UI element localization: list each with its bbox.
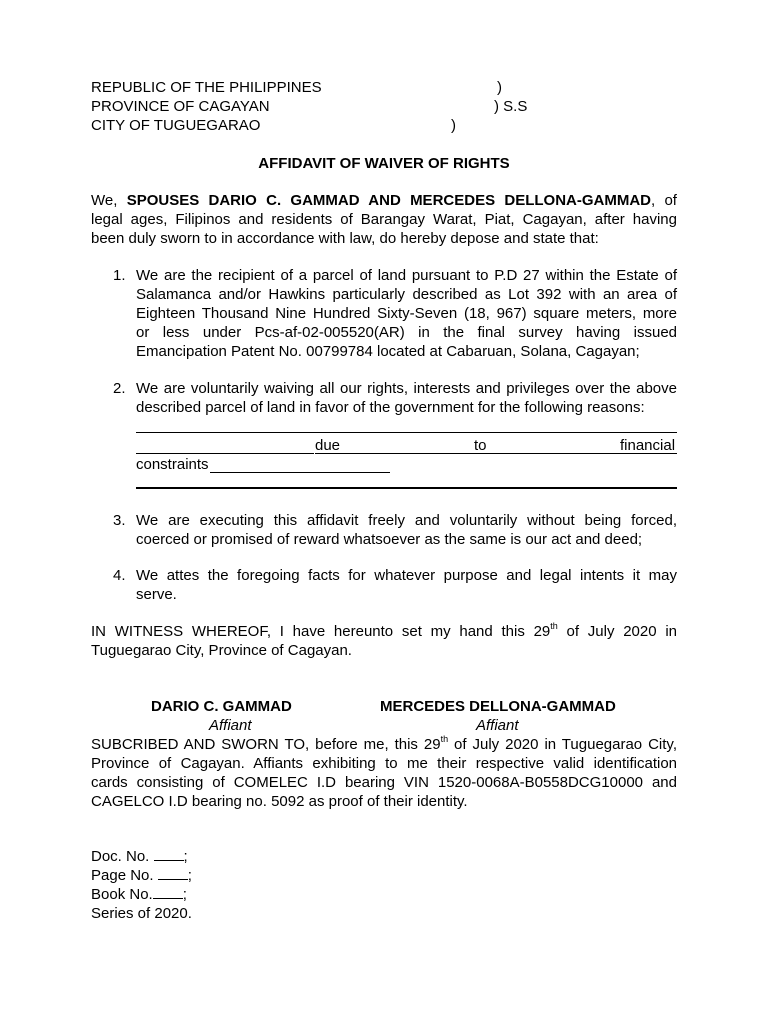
jurat-line-1 [91, 735, 677, 754]
item-4-number: 4. [113, 567, 126, 584]
item-1-line-1: We are the recipient of a parcel of land pursuant to P.D 27 within the Estate of [136, 267, 677, 284]
witness-line-1 [91, 622, 677, 641]
notary-page-no [91, 866, 192, 885]
jurat-sup: th [440, 734, 449, 744]
notary-book-no [91, 885, 187, 904]
item-1-line-5: Emancipation Patent No. 00799784 located at Cabaruan, Solana, Cagayan; [136, 343, 640, 360]
notary-book-blank [153, 886, 183, 899]
witness-text-a: IN WITNESS WHEREOF, I have hereunto set my hand this 29 [91, 623, 551, 640]
header-paren-3: ) [451, 117, 456, 134]
notary-book-suffix: ; [182, 886, 187, 903]
item-2-number: 2. [113, 380, 126, 397]
item-4-line-2: serve. [136, 586, 177, 603]
notary-page-label: Page No. [91, 867, 154, 884]
header-province: PROVINCE OF CAGAYAN [91, 98, 270, 115]
jurat-line-4: CAGELCO I.D bearing no. 5092 as proof of their identity. [91, 793, 468, 810]
item-2-line-2: described parcel of land in favor of the government for the following reasons: [136, 399, 645, 416]
item-1-number: 1. [113, 267, 126, 284]
reason-blank-line-1 [136, 432, 677, 433]
reason-blank-line-3 [210, 472, 390, 473]
reason-word-due: due [315, 437, 341, 454]
reason-blank-line-4 [136, 487, 677, 489]
signature-name-dario: DARIO C. GAMMAD [151, 698, 292, 715]
reason-word-to: to [474, 437, 487, 454]
item-3-line-2: coerced or promised of reward whatsoever as the same is our act and deed; [136, 531, 643, 548]
item-1-line-2: Salamanca and/or Hawkins particularly described as Lot 392 with an area of [136, 286, 677, 303]
notary-doc-suffix: ; [183, 848, 188, 865]
header-republic: REPUBLIC OF THE PHILIPPINES [91, 79, 322, 96]
notary-doc-blank [154, 848, 184, 861]
reason-underline-words [315, 453, 677, 454]
item-3-line-1: We are executing this affidavit freely and voluntarily without being forced, [136, 512, 677, 529]
header-paren-1: ) [497, 79, 502, 96]
jurat-text-a: SUBCRIBED AND SWORN TO, before me, this 29 [91, 736, 441, 753]
notary-doc-label: Doc. No. [91, 848, 150, 865]
item-1-line-4: or less under Pcs-af-02-005520(AR) in the final survey having issued [136, 324, 677, 341]
document-title: AFFIDAVIT OF WAIVER OF RIGHTS [258, 155, 510, 172]
signature-role-mercedes: Affiant [476, 717, 519, 734]
witness-text-b: of July 2020 in [557, 623, 677, 640]
item-1-line-3: Eighteen Thousand Nine Hundred Sixty-Seven (18, 967) square meters, more [136, 305, 677, 322]
signature-name-mercedes: MERCEDES DELLONA-GAMMAD [380, 698, 616, 715]
item-3-number: 3. [113, 512, 126, 529]
notary-series: Series of 2020. [91, 905, 192, 922]
reason-word-constraints: constraints [136, 456, 209, 473]
notary-book-label: Book No. [91, 886, 153, 903]
notary-page-suffix: ; [187, 867, 192, 884]
jurat-line-2: Province of Cagayan. Affiants exhibiting to me their respective valid identification [91, 755, 677, 772]
item-4-line-1: We attes the foregoing facts for whatever purpose and legal intents it may [136, 567, 677, 584]
jurat-line-3: cards consisting of COMELEC I.D bearing VIN 1520-0068A-B0558DCG10000 and [91, 774, 677, 791]
intro-suffix: , of [651, 192, 677, 209]
signature-role-dario: Affiant [209, 717, 252, 734]
reason-blank-line-2 [136, 453, 314, 454]
intro-prefix: We, [91, 192, 127, 209]
header-city: CITY OF TUGUEGARAO [91, 117, 261, 134]
witness-line-2: Tuguegarao City, Province of Cagayan. [91, 642, 352, 659]
intro-names: SPOUSES DARIO C. GAMMAD AND MERCEDES DELLONA-GAMMAD [126, 192, 652, 209]
notary-doc-no [91, 847, 188, 866]
item-2-line-1: We are voluntarily waiving all our rights, interests and privileges over the above [136, 380, 677, 397]
header-paren-ss: ) S.S [494, 98, 528, 115]
intro-line-2: legal ages, Filipinos and residents of Barangay Warat, Piat, Cagayan, after having [91, 211, 677, 228]
witness-sup: th [550, 621, 558, 631]
jurat-text-b: of July 2020 in Tuguegarao City, [448, 736, 677, 753]
intro-line-1 [91, 191, 677, 210]
intro-line-3: been duly sworn to in accordance with law, do hereby depose and state that: [91, 230, 599, 247]
reason-word-financial: financial [620, 437, 676, 454]
notary-page-blank [158, 867, 188, 880]
